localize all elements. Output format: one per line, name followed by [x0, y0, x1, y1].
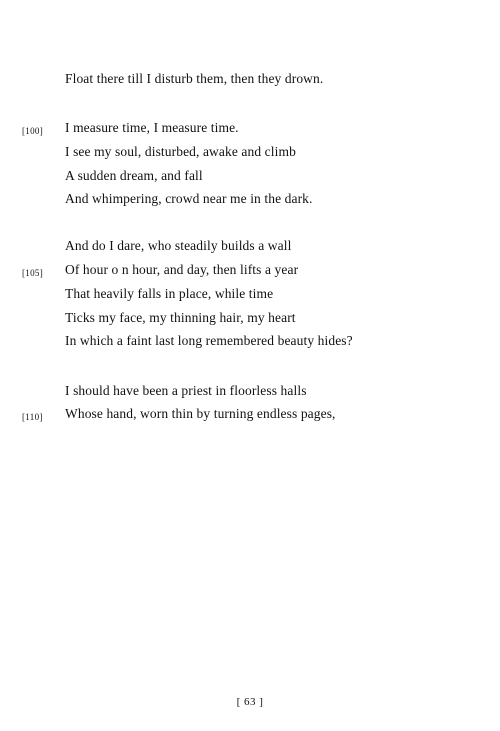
poem-line: Ticks my face, my thinning hair, my heart	[65, 310, 296, 325]
poem-line: In which a faint last long remembered beauty hides?	[65, 333, 353, 348]
poem-line: Whose hand, worn thin by turning endless pages,	[65, 406, 336, 421]
poem-line: Of hour o n hour, and day, then lifts a year	[65, 262, 299, 277]
line-number: [105]	[22, 268, 43, 278]
poem-line: And whimpering, crowd near me in the dark.	[65, 191, 313, 206]
poem-line: A sudden dream, and fall	[65, 168, 203, 183]
poem-line: I measure time, I measure time.	[65, 120, 239, 135]
page-number: [ 63 ]	[236, 696, 264, 708]
poem-line: And do I dare, who steadily builds a wall	[65, 238, 292, 253]
poem-line: I should have been a priest in floorless halls	[65, 383, 307, 398]
poem-line: That heavily falls in place, while time	[65, 286, 274, 301]
line-number: [110]	[22, 412, 43, 422]
line-number: [100]	[22, 126, 43, 136]
poem-line: I see my soul, disturbed, awake and climb	[65, 144, 296, 159]
poem-line: Float there till I disturb them, then they drown.	[65, 71, 324, 86]
